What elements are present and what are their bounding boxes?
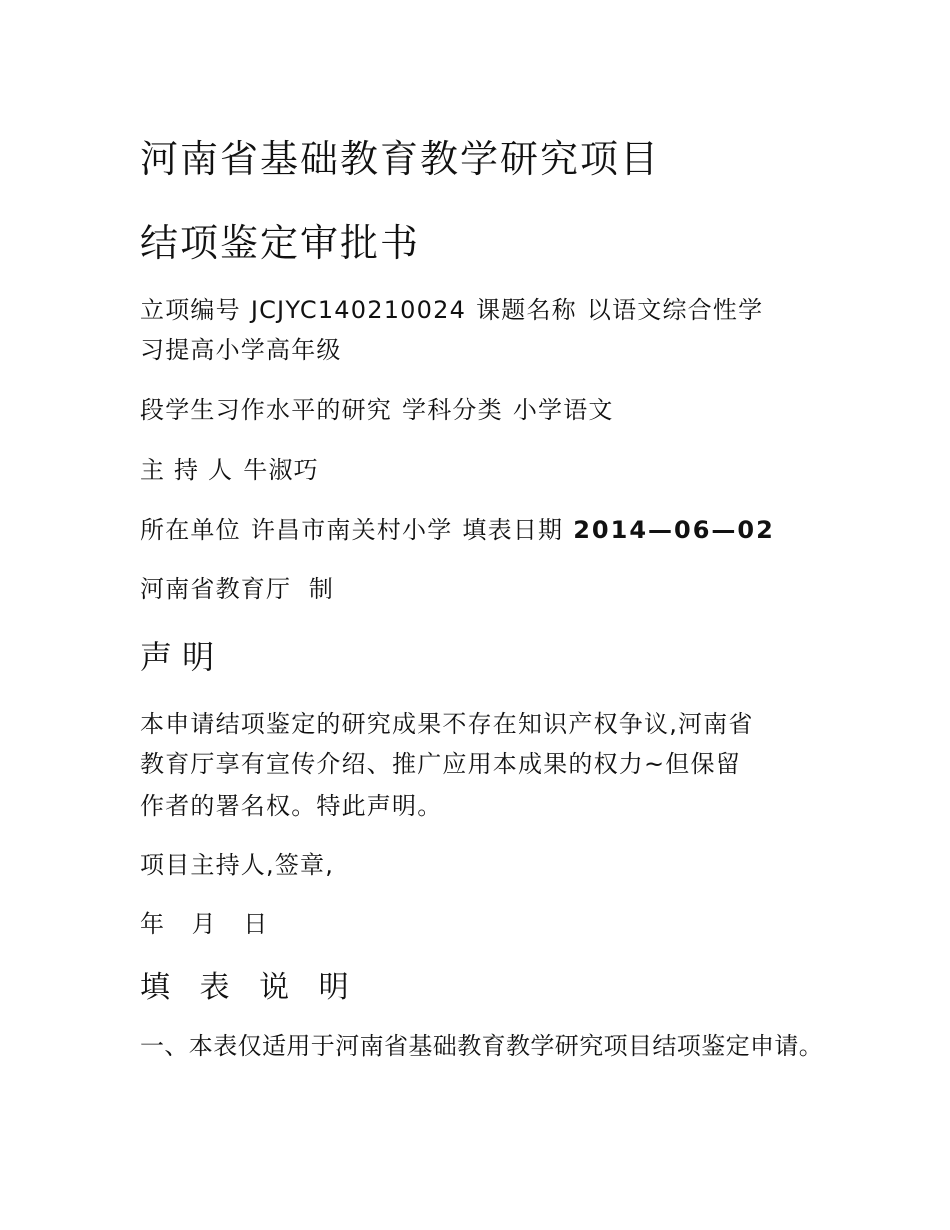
host-label: 主 持 人 xyxy=(140,456,234,484)
host-value: 牛淑巧 xyxy=(243,456,319,484)
topic-subject-line xyxy=(140,390,614,425)
host-line xyxy=(140,450,319,485)
title-line-1: 河南省基础教育教学研究项目 xyxy=(140,137,661,181)
declaration-heading: 声 明 xyxy=(140,638,215,676)
declaration-line-2: 教育厅享有宣传介绍、推广应用本成果的权力~但保留 xyxy=(140,750,741,778)
declaration-line-3: 作者的署名权。特此声明。 xyxy=(140,792,443,820)
unit-label: 所在单位 xyxy=(140,516,241,544)
topic-label: 课题名称 xyxy=(476,296,577,324)
topic-continuation-line: 习提高小学高年级 xyxy=(140,336,342,364)
subject-value: 小学语文 xyxy=(512,396,614,424)
declaration-line-1: 本申请结项鉴定的研究成果不存在知识产权争议,河南省 xyxy=(140,710,754,738)
project-info-line xyxy=(140,290,763,325)
signature-line: 项目主持人,签章, xyxy=(140,851,335,879)
project-no-label: 立项编号 xyxy=(140,296,241,324)
topic-value-part3: 段学生习作水平的研究 xyxy=(140,396,392,424)
instruction-item-1: 一、本表仅适用于河南省基础教育教学研究项目结项鉴定申请。 xyxy=(140,1032,824,1060)
subject-label: 学科分类 xyxy=(402,396,503,424)
issuer-line: 河南省教育厅 制 xyxy=(140,575,335,603)
date-signature-line: 年 月 日 xyxy=(140,910,278,938)
project-no-value: JCJYC140210024 xyxy=(250,296,467,324)
title-line-2: 结项鉴定审批书 xyxy=(140,221,421,265)
unit-value: 许昌市南关村小学 xyxy=(250,516,453,544)
date-label: 填表日期 xyxy=(462,516,564,544)
unit-date-line xyxy=(140,510,775,545)
date-value: 2014—06—02 xyxy=(573,516,775,544)
topic-value-part1: 以语文综合性学 xyxy=(586,296,764,324)
instructions-heading: 填 表 说 明 xyxy=(140,970,359,1005)
